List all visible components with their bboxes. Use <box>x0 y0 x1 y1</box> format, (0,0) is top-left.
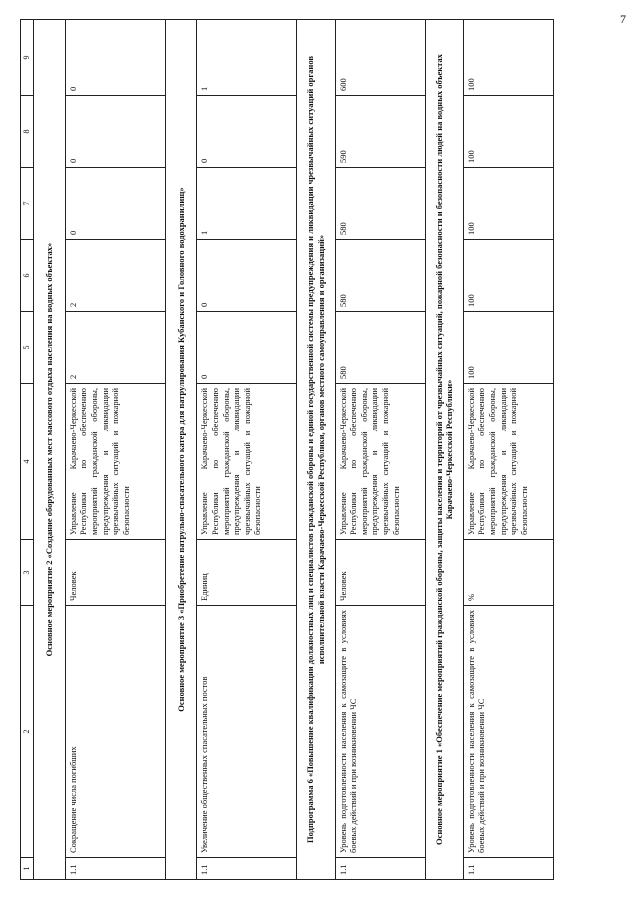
page-number: 7 <box>620 12 626 26</box>
rotated-page <box>20 20 620 880</box>
value: 1 <box>197 20 297 96</box>
indicators-table <box>20 19 554 880</box>
value: 580 <box>335 240 425 312</box>
section-title-row <box>165 20 197 880</box>
unit: Единиц <box>197 540 297 606</box>
value: 0 <box>65 96 165 168</box>
col-header: 1 <box>21 858 34 880</box>
section-title-row <box>34 20 66 880</box>
value: 100 <box>463 96 553 168</box>
section-title: Основное мероприятие 3 «Приобретение патрульно-спасательного катера для патрулирования Кубанского и Головного водохранилищ» <box>165 20 197 880</box>
table-row <box>463 20 553 880</box>
value: 0 <box>65 20 165 96</box>
section-title: Основное мероприятие 2 «Создание оборудованных мест массового отдыха населения на водных объектах» <box>34 20 66 880</box>
row-num: 1.1 <box>65 858 165 880</box>
indicator-name: Уровень подготовленности населения к самозащите в условиях боевых действий и при возникновении ЧС <box>335 606 425 858</box>
indicator-name: Увеличение общественных спасательных постов <box>197 606 297 858</box>
section-title: Основное мероприятие 1 «Обеспечение мероприятий гражданской обороны, защиты населения и территорий от чрезвычайных ситуаций, пожарной безопасности и безопасности людей на водных объектах Карачаево-Черкесской Республики» <box>425 20 463 880</box>
value: 590 <box>335 96 425 168</box>
col-header: 4 <box>21 384 34 540</box>
value: 100 <box>463 240 553 312</box>
value: 580 <box>335 312 425 384</box>
unit: Человек <box>65 540 165 606</box>
col-header: 8 <box>21 96 34 168</box>
col-header: 2 <box>21 606 34 858</box>
unit: Человек <box>335 540 425 606</box>
section-title: Подпрограмма 6 «Повышение квалификации должностных лиц и специалистов гражданской обороны и единой государственной системы предупреждения и ликвидации чрезвычайных ситуаций органов исполнительной власти Карачаево-Черкесской Республики, органов местного самоуправления и организаций» <box>297 20 335 880</box>
row-num: 1.1 <box>197 858 297 880</box>
col-header: 9 <box>21 20 34 96</box>
indicator-name: Уровень подготовленности населения к самозащите в условиях боевых действий и при возникновении ЧС <box>463 606 553 858</box>
col-header: 7 <box>21 168 34 240</box>
value: 0 <box>197 312 297 384</box>
col-header: 5 <box>21 312 34 384</box>
col-header: 6 <box>21 240 34 312</box>
value: 0 <box>197 96 297 168</box>
executor: Управление Карачаево-Черкесской Республики по обеспечению мероприятий гражданской обороны, предупреждения и ликвидации чрезвычайных ситуаций и пожарной безопасности <box>65 384 165 540</box>
value: 100 <box>463 312 553 384</box>
value: 100 <box>463 168 553 240</box>
executor: Управление Карачаево-Черкесской Республики по обеспечению мероприятий гражданской обороны, предупреждения и ликвидации чрезвычайных ситуаций и пожарной безопасности <box>463 384 553 540</box>
unit: % <box>463 540 553 606</box>
executor: Управление Карачаево-Черкесской Республики по обеспечению мероприятий гражданской обороны, предупреждения и ликвидации чрезвычайных ситуаций и пожарной безопасности <box>335 384 425 540</box>
row-num: 1.1 <box>463 858 553 880</box>
executor: Управление Карачаево-Черкесской Республики по обеспечению мероприятий гражданской обороны, предупреждения и ликвидации чрезвычайных ситуаций и пожарной безопасности <box>197 384 297 540</box>
value: 580 <box>335 168 425 240</box>
indicator-name: Сокращение числа погибших <box>65 606 165 858</box>
table-row <box>335 20 425 880</box>
row-num: 1.1 <box>335 858 425 880</box>
table-row <box>65 20 165 880</box>
column-numbers-row <box>21 20 34 880</box>
section-title-row <box>425 20 463 880</box>
value: 0 <box>65 168 165 240</box>
col-header: 3 <box>21 540 34 606</box>
table-row <box>197 20 297 880</box>
value: 600 <box>335 20 425 96</box>
value: 2 <box>65 240 165 312</box>
value: 100 <box>463 20 553 96</box>
value: 0 <box>197 240 297 312</box>
value: 2 <box>65 312 165 384</box>
value: 1 <box>197 168 297 240</box>
section-title-row <box>297 20 335 880</box>
